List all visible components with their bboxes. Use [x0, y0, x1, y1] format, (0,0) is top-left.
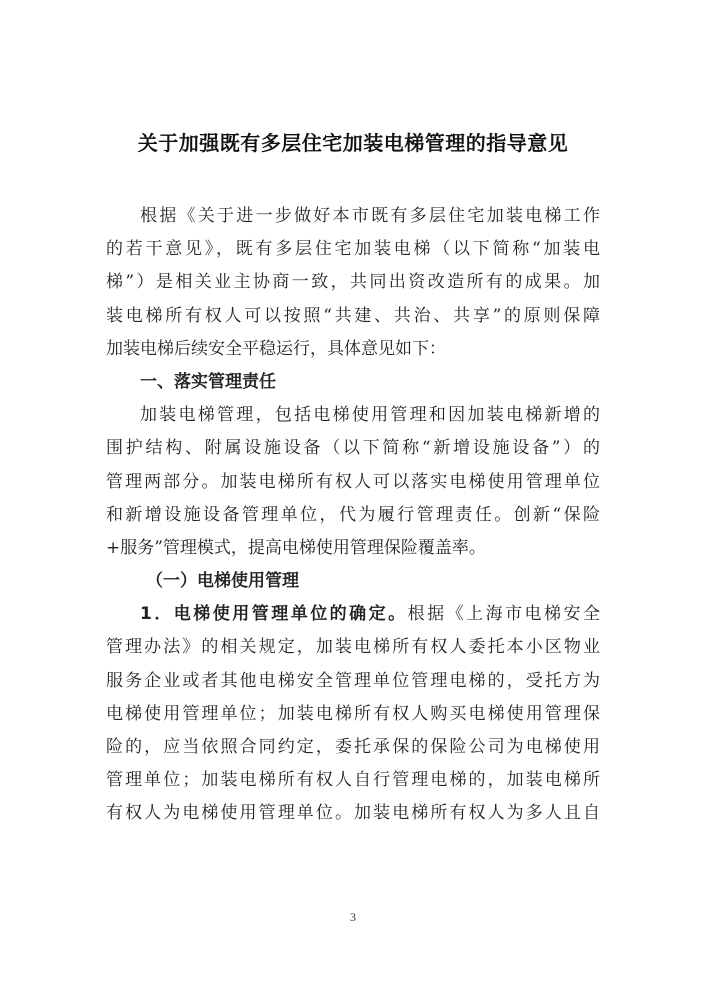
paragraph-line: 管理单位；加装电梯所有权人自行管理电梯的，加装电梯所 — [106, 770, 600, 791]
paragraph-line: 的若干意见》，既有多层住宅加装电梯（以下简称“加装电 — [106, 239, 600, 260]
item-lead: 1．电梯使用管理单位的确定。 — [140, 604, 408, 625]
paragraph-line: 装电梯所有权人可以按照“共建、共治、共享”的原则保障 — [106, 305, 600, 326]
paragraph-line: 险的，应当依照合同约定，委托承保的保险公司为电梯使用 — [106, 737, 600, 757]
page-number: 3 — [350, 910, 356, 924]
paragraph-line: 服务企业或者其他电梯安全管理单位管理电梯的，受托方为 — [106, 670, 600, 691]
paragraph-line: 管理两部分。加装电梯所有权人可以落实电梯使用管理单位 — [106, 471, 600, 492]
section-heading: 一、落实管理责任 — [140, 371, 276, 392]
paragraph-line: 梯”）是相关业主协商一致，共同出资改造所有的成果。加 — [106, 272, 600, 293]
paragraph-line: 有权人为电梯使用管理单位。加装电梯所有权人为多人且自 — [106, 803, 600, 824]
paragraph-line: 根据《关于进一步做好本市既有多层住宅加装电梯工作 — [140, 206, 600, 226]
paragraph-line: 加装电梯管理，包括电梯使用管理和因加装电梯新增的 — [140, 405, 600, 426]
paragraph-line: 和新增设施设备管理单位，代为履行管理责任。创新“保险 — [106, 504, 600, 525]
paragraph-line: 加装电梯后续安全平稳运行，具体意见如下： — [106, 338, 446, 359]
item-first-rest: 根据《上海市电梯安全 — [407, 604, 601, 625]
paragraph-line: 电梯使用管理单位；加装电梯所有权人购买电梯使用管理保 — [106, 703, 600, 724]
subsection-heading: （一）电梯使用管理 — [146, 571, 299, 592]
paragraph-line: 围护结构、附属设施设备（以下简称“新增设施设备”）的 — [106, 438, 600, 459]
document-title: 关于加强既有多层住宅加装电梯管理的指导意见 — [137, 131, 569, 155]
item-first-line — [106, 598, 600, 631]
paragraph-line: 管理办法》的相关规定，加装电梯所有权人委托本小区物业 — [106, 637, 600, 658]
paragraph-line: +服务”管理模式，提高电梯使用管理保险覆盖率。 — [106, 537, 486, 558]
document-body — [106, 200, 600, 831]
